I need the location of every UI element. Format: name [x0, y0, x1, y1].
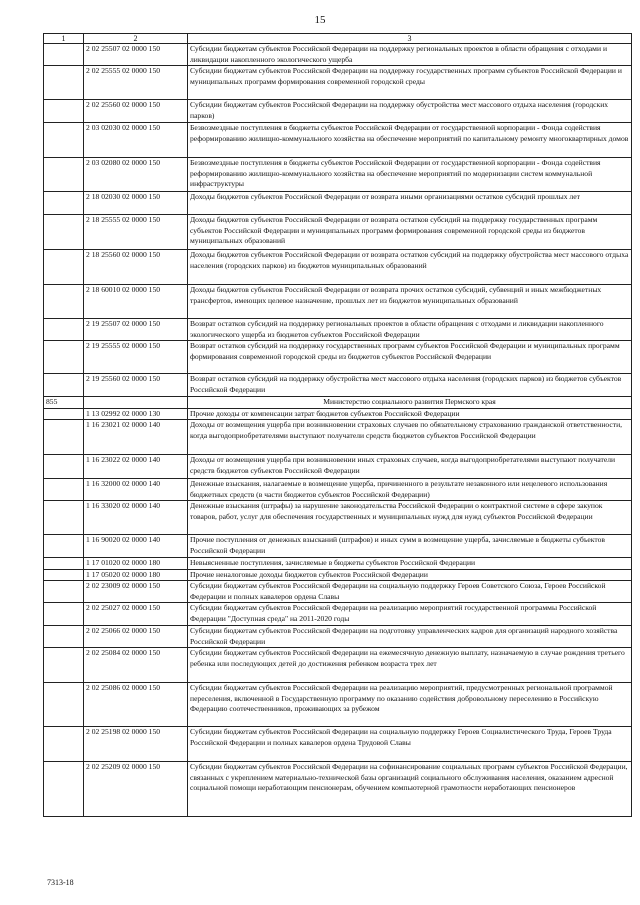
administrator-code-cell	[44, 341, 84, 374]
table-row	[44, 479, 632, 501]
table-row	[44, 501, 632, 535]
table-header-row	[44, 34, 632, 44]
revenue-code-cell: 1 17 05020 02 0000 180	[84, 569, 188, 581]
administrator-code-cell	[44, 285, 84, 319]
revenue-code-cell: 1 17 01020 02 0000 180	[84, 558, 188, 570]
table-row	[44, 100, 632, 123]
table-row	[44, 285, 632, 319]
administrator-code-cell	[44, 319, 84, 341]
revenue-description-cell: Субсидии бюджетам субъектов Российской Федерации на подготовку управленческих кадров для организаций народного хозяйства Российской Федерации	[188, 626, 632, 648]
table-row	[44, 408, 632, 420]
table-row	[44, 319, 632, 341]
revenue-description-cell: Субсидии бюджетам субъектов Российской Федерации на социальную поддержку Героев Советского Союза, Героев Российской Федерации и полных кавалеров ордена Славы	[188, 581, 632, 603]
revenue-description-cell: Возврат остатков субсидий на поддержку обустройства мест массового отдыха населения (городских парков) из бюджетов субъектов Российской Федерации	[188, 374, 632, 397]
table-row	[44, 420, 632, 455]
revenue-code-cell: 2 18 02030 02 0000 150	[84, 192, 188, 215]
revenue-description-cell: Прочие доходы от компенсации затрат бюджетов субъектов Российской Федерации	[188, 408, 632, 420]
revenue-code-cell: 2 03 02030 02 0000 150	[84, 123, 188, 158]
revenue-code-cell: 2 19 25560 02 0000 150	[84, 374, 188, 397]
revenue-code-cell: 2 02 25555 02 0000 150	[84, 66, 188, 100]
table-row	[44, 626, 632, 648]
administrator-code-cell	[44, 603, 84, 626]
revenue-code-cell: 2 02 25066 02 0000 150	[84, 626, 188, 648]
table-row	[44, 44, 632, 66]
revenue-description-cell: Доходы бюджетов субъектов Российской Федерации от возврата иными организациями остатков субсидий прошлых лет	[188, 192, 632, 215]
revenue-code-cell: 2 02 25027 02 0000 150	[84, 603, 188, 626]
revenue-code-cell: 2 19 25507 02 0000 150	[84, 319, 188, 341]
revenue-code-cell: 2 02 25084 02 0000 150	[84, 648, 188, 683]
revenue-description-cell: Возврат остатков субсидий на поддержку региональных проектов в области обращения с отходами и ликвидации накопленного экологического ущерба из бюджетов субъектов Российской Федерации	[188, 319, 632, 341]
administrator-code-cell	[44, 408, 84, 420]
table-row	[44, 762, 632, 817]
revenue-code-cell: 2 02 23009 02 0000 150	[84, 581, 188, 603]
administrator-code-cell	[44, 215, 84, 250]
revenue-code-cell: 1 16 23021 02 0000 140	[84, 420, 188, 455]
administrator-code-cell	[44, 501, 84, 535]
table-row	[44, 603, 632, 626]
revenue-description-cell: Доходы от возмещения ущерба при возникновении иных страховых случаев, когда выгодоприобретателями выступают получатели средств бюджетов субъектов Российской Федерации	[188, 455, 632, 479]
revenue-description-cell: Невыясненные поступления, зачисляемые в бюджеты субъектов Российской Федерации	[188, 558, 632, 570]
administrator-code-cell	[44, 648, 84, 683]
table-row	[44, 558, 632, 570]
revenue-description-cell: Прочие поступления от денежных взысканий (штрафов) и иных сумм в возмещение ущерба, зачисляемые в бюджеты субъектов Российской Федерации	[188, 535, 632, 558]
revenue-description-cell: Безвозмездные поступления в бюджеты субъектов Российской Федерации от государственной корпорации - Фонда содействия реформированию жилищно-коммунального хозяйства на обеспечение мероприятий по капитальному ремонту многоквартирных домов	[188, 123, 632, 158]
table-row	[44, 727, 632, 762]
column-header-2: 2	[84, 34, 188, 44]
revenue-description-cell: Субсидии бюджетам субъектов Российской Федерации на поддержку государственных программ субъектов Российской Федерации и муниципальных программ формирования современной городской среды	[188, 66, 632, 100]
revenue-description-cell: Субсидии бюджетам субъектов Российской Федерации на реализацию мероприятий государственной программы Российской Федерации "Доступная среда" на 2011-2020 годы	[188, 603, 632, 626]
revenue-code-cell: 2 18 60010 02 0000 150	[84, 285, 188, 319]
table-row	[44, 192, 632, 215]
revenue-code-cell: 2 18 25560 02 0000 150	[84, 250, 188, 285]
revenue-code-cell: 1 16 90020 02 0000 140	[84, 535, 188, 558]
revenue-code-cell: 2 02 25086 02 0000 150	[84, 683, 188, 727]
revenue-description-cell: Доходы бюджетов субъектов Российской Федерации от возврата остатков субсидий на поддержку государственных программ субъектов Российской Федерации и муниципальных программ формирования современной городской среды из бюджетов муниципальных образований	[188, 215, 632, 250]
revenue-code-cell	[84, 397, 188, 409]
revenue-description-cell: Субсидии бюджетам субъектов Российской Федерации на реализацию мероприятий, предусмотренных региональной программой переселения, включенной в Государственную программу по оказанию содействия добровольному переселению в Российскую Федерацию соотечественников, проживающих за рубежом	[188, 683, 632, 727]
table-row	[44, 581, 632, 603]
administrator-name-cell: Министерство социального развития Пермского края	[188, 397, 632, 409]
revenue-description-cell: Возврат остатков субсидий на поддержку государственных программ субъектов Российской Федерации и муниципальных программ формирования современной городской среды из бюджетов субъектов Российской Федерации	[188, 341, 632, 374]
table-row	[44, 397, 632, 409]
administrator-code-cell	[44, 158, 84, 192]
revenue-description-cell: Субсидии бюджетам субъектов Российской Федерации на ежемесячную денежную выплату, назначаемую в случае рождения третьего ребенка или последующих детей до достижения ребенком возраста трех лет	[188, 648, 632, 683]
table-row	[44, 215, 632, 250]
page-number: 15	[314, 14, 326, 26]
table-row	[44, 455, 632, 479]
revenue-description-cell: Денежные взыскания, налагаемые в возмещение ущерба, причиненного в результате незаконного или нецелевого использования бюджетных средств (в части бюджетов субъектов Российской Федерации)	[188, 479, 632, 501]
revenue-description-cell: Субсидии бюджетам субъектов Российской Федерации на софинансирование социальных программ субъектов Российской Федерации, связанных с укреплением материально-технической базы организаций социального обслуживания населения, оказанием адресной социальной помощи неработающим пенсионерам, обучением компьютерной грамотности неработающих пенсионеров	[188, 762, 632, 817]
column-header-3: 3	[188, 34, 632, 44]
revenue-code-cell: 2 03 02080 02 0000 150	[84, 158, 188, 192]
administrator-code-cell	[44, 192, 84, 215]
column-header-1: 1	[44, 34, 84, 44]
administrator-code-cell	[44, 727, 84, 762]
administrator-code-cell	[44, 558, 84, 570]
table-row	[44, 648, 632, 683]
revenue-code-cell: 1 13 02992 02 0000 130	[84, 408, 188, 420]
administrator-code-cell	[44, 762, 84, 817]
administrator-code-cell	[44, 581, 84, 603]
revenue-code-cell: 2 02 25560 02 0000 150	[84, 100, 188, 123]
table-row	[44, 535, 632, 558]
revenue-code-cell: 1 16 32000 02 0000 140	[84, 479, 188, 501]
revenue-code-cell: 1 16 23022 02 0000 140	[84, 455, 188, 479]
administrator-code-cell	[44, 420, 84, 455]
revenue-codes-table	[43, 33, 632, 817]
administrator-code-cell	[44, 123, 84, 158]
table-row	[44, 569, 632, 581]
administrator-code-cell: 855	[44, 397, 84, 409]
table-row	[44, 374, 632, 397]
revenue-description-cell: Доходы от возмещения ущерба при возникновении страховых случаев по обязательному страхованию гражданской ответственности, когда выгодоприобретателями выступают получатели средств бюджетов субъектов Российской Федерации	[188, 420, 632, 455]
revenue-description-cell: Субсидии бюджетам субъектов Российской Федерации на поддержку региональных проектов в области обращения с отходами и ликвидации накопленного экологического ущерба	[188, 44, 632, 66]
table-row	[44, 683, 632, 727]
administrator-code-cell	[44, 100, 84, 123]
administrator-code-cell	[44, 683, 84, 727]
table-row	[44, 66, 632, 100]
administrator-code-cell	[44, 569, 84, 581]
table-row	[44, 341, 632, 374]
revenue-description-cell: Безвозмездные поступления в бюджеты субъектов Российской Федерации от государственной корпорации - Фонда содействия реформированию жилищно-коммунального хозяйства на обеспечение мероприятий по модернизации систем коммунальной инфраструктуры	[188, 158, 632, 192]
table-body	[44, 34, 632, 817]
document-footer-code: 7313-18	[47, 878, 74, 887]
revenue-code-cell: 2 02 25209 02 0000 150	[84, 762, 188, 817]
revenue-description-cell: Прочие неналоговые доходы бюджетов субъектов Российской Федерации	[188, 569, 632, 581]
administrator-code-cell	[44, 455, 84, 479]
revenue-description-cell: Субсидии бюджетам субъектов Российской Федерации на социальную поддержку Героев Социалистического Труда, Героев Труда Российской Федерации и полных кавалеров ордена Трудовой Славы	[188, 727, 632, 762]
table-row	[44, 123, 632, 158]
administrator-code-cell	[44, 250, 84, 285]
administrator-code-cell	[44, 44, 84, 66]
administrator-code-cell	[44, 535, 84, 558]
revenue-description-cell: Доходы бюджетов субъектов Российской Федерации от возврата прочих остатков субсидий, субвенций и иных межбюджетных трансфертов, имеющих целевое назначение, прошлых лет из бюджетов муниципальных образований	[188, 285, 632, 319]
revenue-description-cell: Денежные взыскания (штрафы) за нарушение законодательства Российской Федерации о контрактной системе в сфере закупок товаров, работ, услуг для обеспечения государственных и муниципальных нужд для нужд субъектов Российской Федерации	[188, 501, 632, 535]
revenue-code-cell: 1 16 33020 02 0000 140	[84, 501, 188, 535]
revenue-code-cell: 2 19 25555 02 0000 150	[84, 341, 188, 374]
administrator-code-cell	[44, 479, 84, 501]
revenue-code-cell: 2 02 25507 02 0000 150	[84, 44, 188, 66]
table-row	[44, 158, 632, 192]
revenue-description-cell: Субсидии бюджетам субъектов Российской Федерации на поддержку обустройства мест массового отдыха населения (городских парков)	[188, 100, 632, 123]
administrator-code-cell	[44, 374, 84, 397]
administrator-code-cell	[44, 66, 84, 100]
revenue-code-cell: 2 18 25555 02 0000 150	[84, 215, 188, 250]
table-row	[44, 250, 632, 285]
revenue-description-cell: Доходы бюджетов субъектов Российской Федерации от возврата остатков субсидий на поддержку обустройства мест массового отдыха населения (городских парков) из бюджетов муниципальных образований	[188, 250, 632, 285]
administrator-code-cell	[44, 626, 84, 648]
revenue-code-cell: 2 02 25198 02 0000 150	[84, 727, 188, 762]
